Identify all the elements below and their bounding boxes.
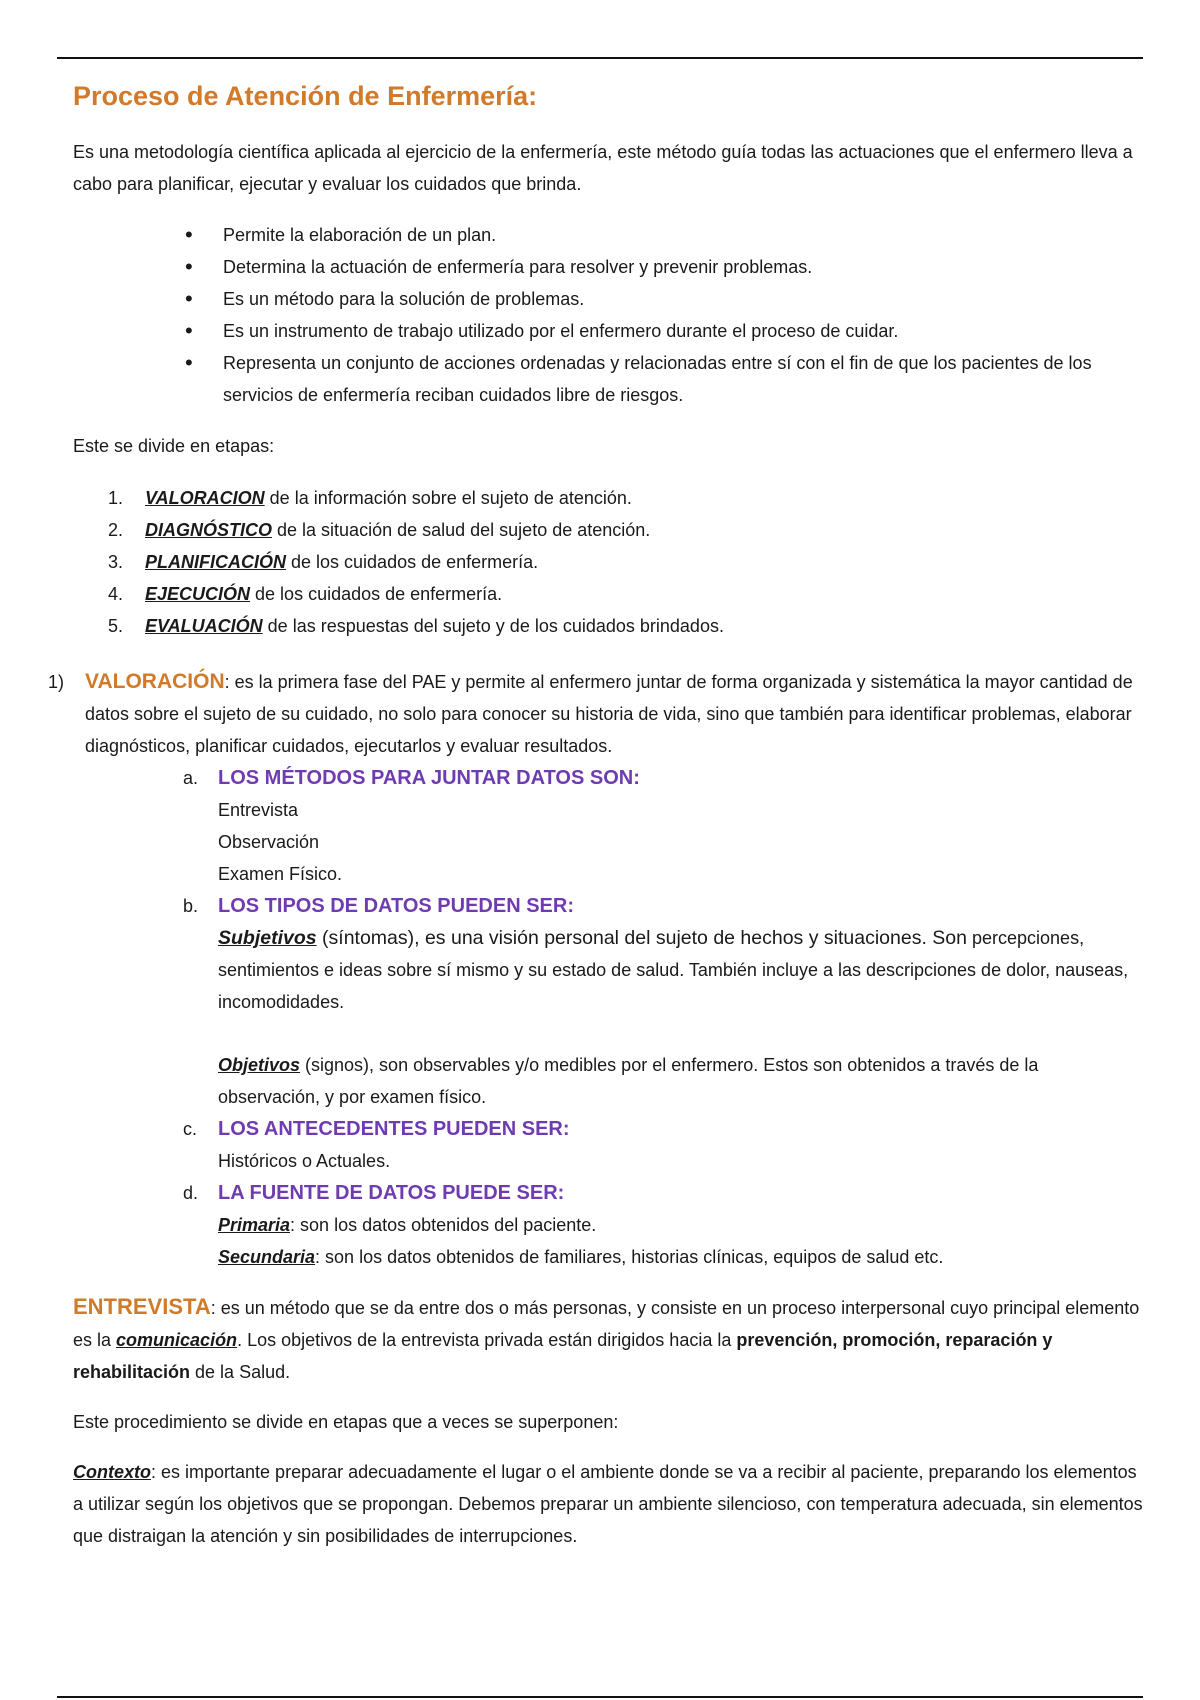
subsection-letter: b. <box>183 896 199 916</box>
method-item: Entrevista <box>218 800 299 820</box>
entrevista-text-3: de la Salud. <box>190 1362 291 1382</box>
entrevista-paragraph <box>73 1291 1143 1388</box>
subjetivos-paragraph <box>218 922 1143 1018</box>
objetivos-term: Objetivos <box>218 1055 301 1075</box>
entrevista-text-1: : es un método que se da entre dos o más personas, y consiste en un proceso interpersonal cuyo principal elemento es la <box>73 1298 1140 1350</box>
subsection-heading: LOS TIPOS DE DATOS PUEDEN SER: <box>218 895 574 917</box>
subsection-letter: a. <box>183 768 199 788</box>
stage-text: de la información sobre el sujeto de atención. <box>264 488 632 508</box>
subsection-b <box>183 890 1143 1113</box>
etapas-intro: Este procedimiento se divide en etapas que a veces se superponen: <box>73 1412 619 1432</box>
stage-text: de las respuestas del sujeto y de los cuidados brindados. <box>262 616 724 636</box>
stage-number: 1. <box>108 488 124 508</box>
valoracion-text: : es la primera fase del PAE y permite al enfermero juntar de forma organizada y sistemática la mayor cantidad de datos sobre el sujeto de su cuidado, no solo para conocer su historia de vida, sino que también para identificar problemas, elaborar diagnósticos, planificar cuidados, ejecutarlos y evaluar resultados. <box>85 672 1133 756</box>
stage-text: de los cuidados de enfermería. <box>286 552 539 572</box>
entrevista-heading: ENTREVISTA <box>73 1294 211 1319</box>
stage-term: EJECUCIÓN <box>145 584 251 604</box>
valoracion-heading: VALORACIÓN <box>85 670 225 693</box>
stage-number: 2. <box>108 520 124 540</box>
entrevista-bold-terms: prevención, promoción, reparación y rehabilitación <box>73 1330 1053 1382</box>
stage-item <box>108 514 1143 546</box>
contexto-term: Contexto <box>73 1462 151 1482</box>
subsection-a <box>183 762 1143 890</box>
list-item: • Permite la elaboración de un plan. <box>223 219 1143 251</box>
top-rule <box>57 57 1143 59</box>
stage-number: 5. <box>108 616 124 636</box>
subjetivos-text-1: (síntomas), es una visión personal del sujeto de hechos y situaciones. Son <box>316 927 967 949</box>
secundaria-text: : son los datos obtenidos de familiares, historias clínicas, equipos de salud etc. <box>315 1247 944 1267</box>
method-item: Examen Físico. <box>218 864 343 884</box>
bottom-rule <box>57 1696 1143 1698</box>
comunicacion-term: comunicación <box>116 1330 238 1350</box>
contexto-text: : es importante preparar adecuadamente el lugar o el ambiente donde se va a recibir al paciente, preparando los elementos a utilizar según los objetivos que se propongan. Debemos preparar un ambiente silencioso, con temperatura adecuada, sin elementos que distraigan la atención y sin posibilidades de interrupciones. <box>73 1462 1143 1546</box>
stage-number: 4. <box>108 584 124 604</box>
section-marker: 1) <box>48 672 65 692</box>
features-list <box>73 219 1143 411</box>
stage-text: de los cuidados de enfermería. <box>250 584 503 604</box>
list-item: • Es un instrumento de trabajo utilizado por el enfermero durante el proceso de cuidar. <box>223 315 1143 347</box>
primaria-line <box>218 1209 1143 1241</box>
subjetivos-text-2: percepciones, sentimientos e ideas sobre sí mismo y su estado de salud. También incluye a las descripciones de dolor, nauseas, incomodidades. <box>218 928 1129 1012</box>
stage-number: 3. <box>108 552 124 572</box>
list-item: • Representa un conjunto de acciones ordenadas y relacionadas entre sí con el fin de que los pacientes de los servicios de enfermería reciban cuidados libre de riesgos. <box>223 347 1143 411</box>
subsection-c <box>183 1113 1143 1177</box>
stages-intro: Este se divide en etapas: <box>73 436 275 456</box>
stage-item <box>108 482 1143 514</box>
primaria-text: : son los datos obtenidos del paciente. <box>290 1215 597 1235</box>
page-title: Proceso de Atención de Enfermería: <box>73 81 538 111</box>
stage-term: DIAGNÓSTICO <box>145 520 273 540</box>
stage-item <box>108 610 1143 642</box>
intro-paragraph: Es una metodología científica aplicada al ejercicio de la enfermería, este método guía todas las actuaciones que el enfermero lleva a cabo para planificar, ejecutar y evaluar los cuidados que brinda. <box>73 142 1133 194</box>
secundaria-line <box>218 1241 1143 1273</box>
stages-list <box>73 482 1143 642</box>
contexto-paragraph <box>73 1456 1143 1552</box>
primaria-term: Primaria <box>218 1215 291 1235</box>
stage-item <box>108 578 1143 610</box>
subjetivos-term: Subjetivos <box>218 927 317 949</box>
stage-text: de la situación de salud del sujeto de atención. <box>272 520 651 540</box>
subsection-d <box>183 1177 1143 1273</box>
stage-term: EVALUACIÓN <box>145 616 263 636</box>
list-item: • Determina la actuación de enfermería para resolver y prevenir problemas. <box>223 251 1143 283</box>
subsection-heading: LOS ANTECEDENTES PUEDEN SER: <box>218 1118 570 1140</box>
subsection-heading: LOS MÉTODOS PARA JUNTAR DATOS SON: <box>218 767 640 789</box>
subsection-letter: d. <box>183 1183 199 1203</box>
subsection-heading: LA FUENTE DE DATOS PUEDE SER: <box>218 1182 565 1204</box>
valoracion-section <box>48 666 1143 762</box>
secundaria-term: Secundaria <box>218 1247 316 1267</box>
method-item: Observación <box>218 832 320 852</box>
list-item: • Es un método para la solución de problemas. <box>223 283 1143 315</box>
subsection-letter: c. <box>183 1119 198 1139</box>
objetivos-text: (signos), son observables y/o medibles por el enfermero. Estos son obtenidos a través de la observación, y por examen físico. <box>218 1055 1039 1107</box>
spacer <box>218 1018 1143 1049</box>
objetivos-paragraph <box>218 1049 1143 1113</box>
entrevista-text-2: . Los objetivos de la entrevista privada están dirigidos hacia la <box>237 1330 737 1350</box>
stage-item <box>108 546 1143 578</box>
antecedentes-text: Históricos o Actuales. <box>218 1151 391 1171</box>
stage-term: VALORACION <box>145 488 265 508</box>
stage-term: PLANIFICACIÓN <box>145 552 286 572</box>
document-body <box>48 72 1143 1552</box>
